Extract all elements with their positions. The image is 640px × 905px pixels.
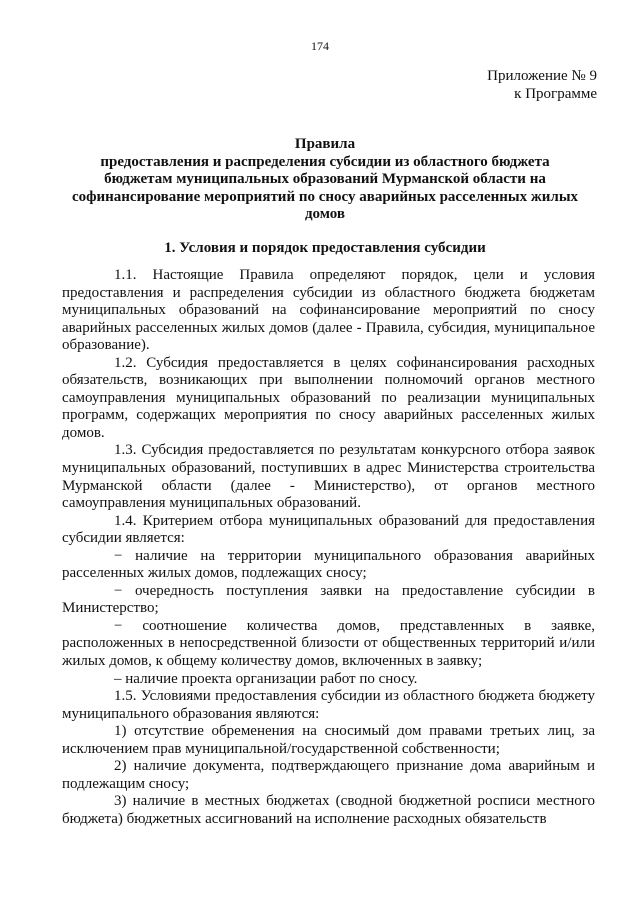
title-line-3: бюджетам муниципальных образований Мурманской области на	[104, 171, 546, 187]
page-number: 174	[311, 39, 329, 53]
paragraph: 1.4. Критерием отбора муниципальных образований для предоставления субсидии является:	[62, 512, 595, 547]
paragraph: 1.3. Субсидия предоставляется по результатам конкурсного отбора заявок муниципальных образований, поступивших в адрес Министерства строительства Мурманской области (далее - Министерство), от органов местного самоуправления муниципальных образований.	[62, 442, 595, 512]
title-line-5: домов	[304, 206, 346, 222]
paragraph: 1.5. Условиями предоставления субсидии из областного бюджета бюджету муниципального образования являются:	[62, 688, 595, 722]
appendix-line-1: Приложение № 9	[487, 68, 597, 84]
list-item: 1) отсутствие обременения на сносимый дом правами третьих лиц, за исключением прав муниципальной/государственной собственности;	[62, 723, 595, 757]
list-item: 2) наличие документа, подтверждающего признание дома аварийным и подлежащим сносу;	[62, 758, 595, 792]
list-item: – наличие проекта организации работ по сносу.	[114, 670, 418, 687]
paragraph: 1.2. Субсидия предоставляется в целях софинансирования расходных обязательств, возникающих при выполнении полномочий органов местного самоуправления муниципальных образований по реализации муниципальных программ, содержащих мероприятия по сносу аварийных расселенных жилых домов.	[62, 354, 595, 441]
list-item: 3) наличие в местных бюджетах (сводной бюджетной росписи местного бюджета) бюджетных ассигнований на исполнение расходных обязательств	[62, 793, 595, 827]
document-body	[62, 267, 595, 829]
document-title	[70, 136, 580, 224]
appendix-header	[487, 67, 597, 103]
title-line-1: Правила	[294, 136, 356, 152]
list-item: − соотношение количества домов, представленных в заявке, расположенных в непосредственной близости от общественных территорий и/или жилых домов, к общему количеству домов, включенных в заявку;	[62, 617, 595, 670]
section-heading: 1. Условия и порядок предоставления субсидии	[164, 240, 486, 256]
list-item: − очередность поступления заявки на предоставление субсидии в Министерство;	[62, 582, 595, 617]
title-line-4: софинансирование мероприятий по сносу аварийных расселенных жилых	[71, 188, 579, 205]
appendix-line-2: к Программе	[514, 86, 597, 102]
list-item: − наличие на территории муниципального образования аварийных расселенных жилых домов, подлежащих сносу;	[62, 547, 595, 582]
title-line-2: предоставления и распределения субсидии из областного бюджета	[100, 153, 550, 170]
paragraph: 1.1. Настоящие Правила определяют порядок, цели и условия предоставления и распределения субсидии из областного бюджета бюджетам муниципальных образований на софинансирование мероприятий по сносу аварийных расселенных жилых домов (далее - Правила, субсидия, муниципальное образование).	[62, 267, 595, 354]
